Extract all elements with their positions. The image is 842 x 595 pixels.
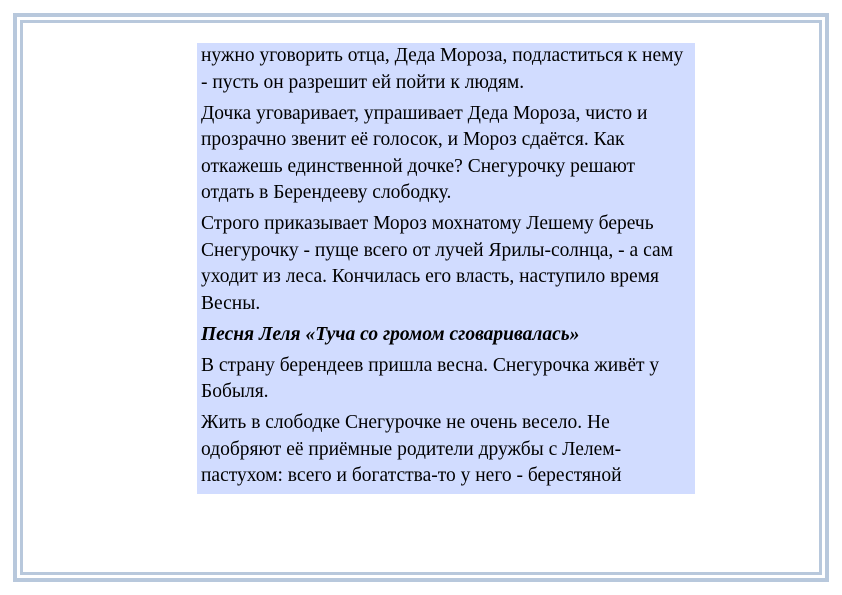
paragraph-ask-father: нужно уговорить отца, Деда Мороза, подластиться к нему - пусть он разрешит ей пойти к людям. (201, 45, 684, 93)
paragraph-spring: В страну берендеев пришла весна. Снегурочка живёт у Бобыля. (201, 354, 660, 402)
paragraph-lel: Жить в слободке Снегурочке не очень весело. Не одобряют её приёмные родители дружбы с Лелем-пастухом: всего и богатства-то у него - берестяной (201, 412, 622, 486)
paragraph-leshy-order: Строго приказывает Мороз мохнатому Лешему беречь Снегурочку - пуще всего от лучей Ярилы-солнца, - а сам уходит из леса. Кончилась его власть, наступило время Весны. (201, 213, 673, 314)
story-text-block (197, 43, 695, 494)
paragraph-father-agrees: Дочка уговаривает, упрашивает Деда Мороза, чисто и прозрачно звенит её голосок, и Мороз сдаётся. Как откажешь единственной дочке? Снегурочку решают отдать в Берендееву слободку. (201, 102, 648, 203)
song-heading: Песня Леля «Туча со громом сговаривалась» (201, 323, 580, 345)
